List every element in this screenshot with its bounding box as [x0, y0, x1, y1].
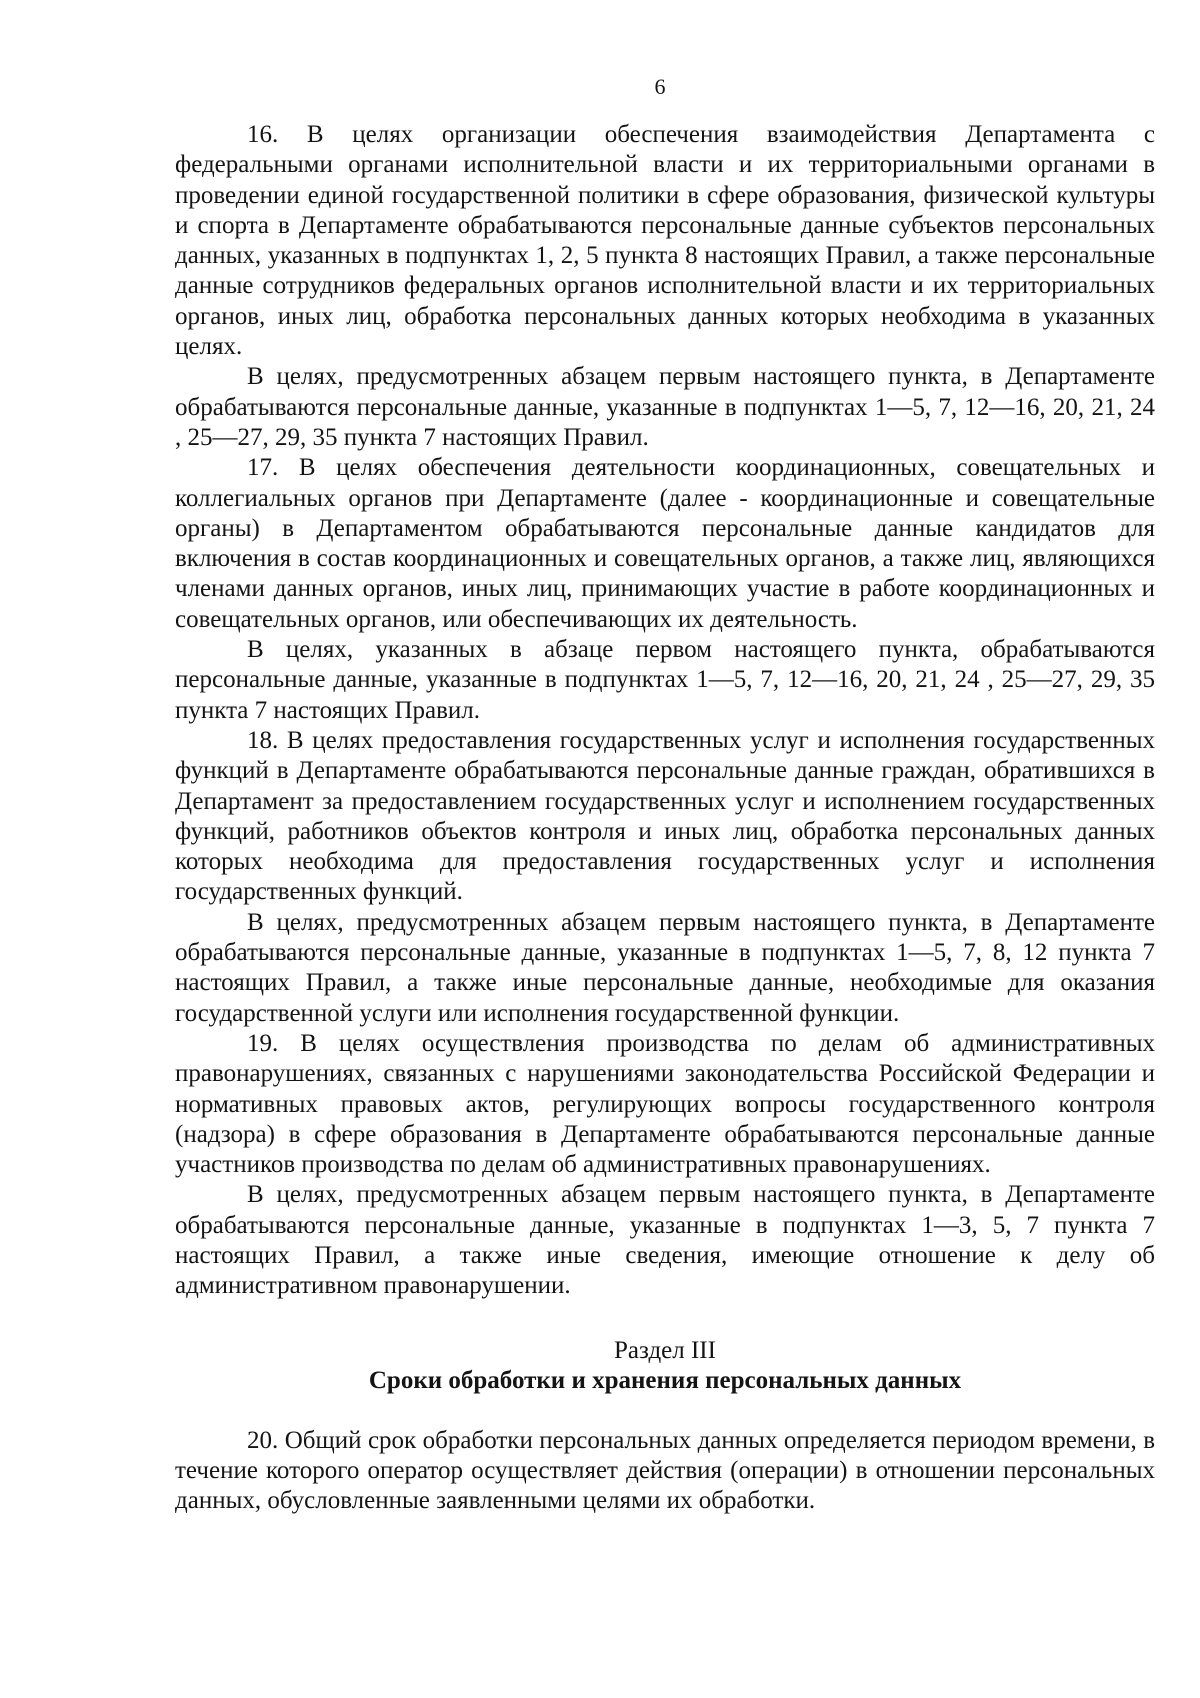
page-number: 6 [654, 74, 666, 99]
section-number: Раздел III [614, 1336, 716, 1364]
paragraph-20: 20. Общий срок обработки персональных данных определяется периодом времени, в течение которого оператор осуществляет действия (операции) в отношении персональных данных, обусловленные заявленными целями их обработки. [175, 1426, 1155, 1515]
document-body [175, 120, 1155, 1516]
paragraph-17-purpose-data: В целях, указанных в абзаце первом настоящего пункта, обрабатываются персональные данные, указанные в подпунктах 1—5, 7, 12—16, 20, 21, 24 , 25—27, 29, 35 пункта 7 настоящих Правил. [175, 636, 1155, 724]
paragraph-17: 17. В целях обеспечения деятельности координационных, совещательных и коллегиальных органов при Департаменте (далее - координационные и совещательные органы) в Департаментом обрабатываются персональные данные кандидатов для включения в состав координационных и совещательных органов, а также лиц, являющихся членами данных органов, иных лиц, принимающих участие в работе координационных и совещательных органов, или обеспечивающих их деятельность. [175, 454, 1155, 633]
paragraph-19-purpose-data: В целях, предусмотренных абзацем первым настоящего пункта, в Департаменте обрабатываются персональные данные, указанные в подпунктах 1—3, 5, 7 пункта 7 настоящих Правил, а также иные сведения, имеющие отношение к делу об административном правонарушении. [175, 1181, 1155, 1300]
paragraph-16-purpose-data: В целях, предусмотренных абзацем первым настоящего пункта, в Департаменте обрабатываются персональные данные, указанные в подпунктах 1—5, 7, 12—16, 20, 21, 24 , 25—27, 29, 35 пункта 7 настоящих Правил. [175, 363, 1155, 451]
paragraph-19: 19. В целях осуществления производства по делам об административных правонарушениях, связанных с нарушениями законодательства Российской Федерации и нормативных правовых актов, регулирующих вопросы государственного контроля (надзора) в сфере образования в Департаменте обрабатываются персональные данные участников производства по делам об административных правонарушениях. [175, 1029, 1155, 1179]
section-heading [175, 1336, 1155, 1396]
paragraph-18: 18. В целях предоставления государственных услуг и исполнения государственных функций в Департаменте обрабатываются персональные данные граждан, обратившихся в Департамент за предоставлением государственных услуг и исполнением государственных функций, работников объектов контроля и иных лиц, обработка персональных данных которых необходима для предоставления государственных услуг и исполнения государственных функций. [175, 726, 1155, 906]
paragraph-16: 16. В целях организации обеспечения взаимодействия Департамента с федеральными органами исполнительной власти и их территориальными органами в проведении единой государственной политики в сфере образования, физической культуры и спорта в Департаменте обрабатываются персональные данные субъектов персональных данных, указанных в подпунктах 1, 2, 5 пункта 8 настоящих Правил, а также персональные данные сотрудников федеральных органов исполнительной власти и их территориальных органов, иных лиц, обработка персональных данных которых необходима в указанных целях. [175, 121, 1155, 361]
section-title: Сроки обработки и хранения персональных данных [368, 1366, 962, 1394]
paragraph-18-purpose-data: В целях, предусмотренных абзацем первым настоящего пункта, в Департаменте обрабатываются персональные данные, указанные в подпунктах 1—5, 7, 8, 12 пункта 7 настоящих Правил, а также иные персональные данные, необходимые для оказания государственной услуги или исполнения государственной функции. [175, 908, 1155, 1027]
